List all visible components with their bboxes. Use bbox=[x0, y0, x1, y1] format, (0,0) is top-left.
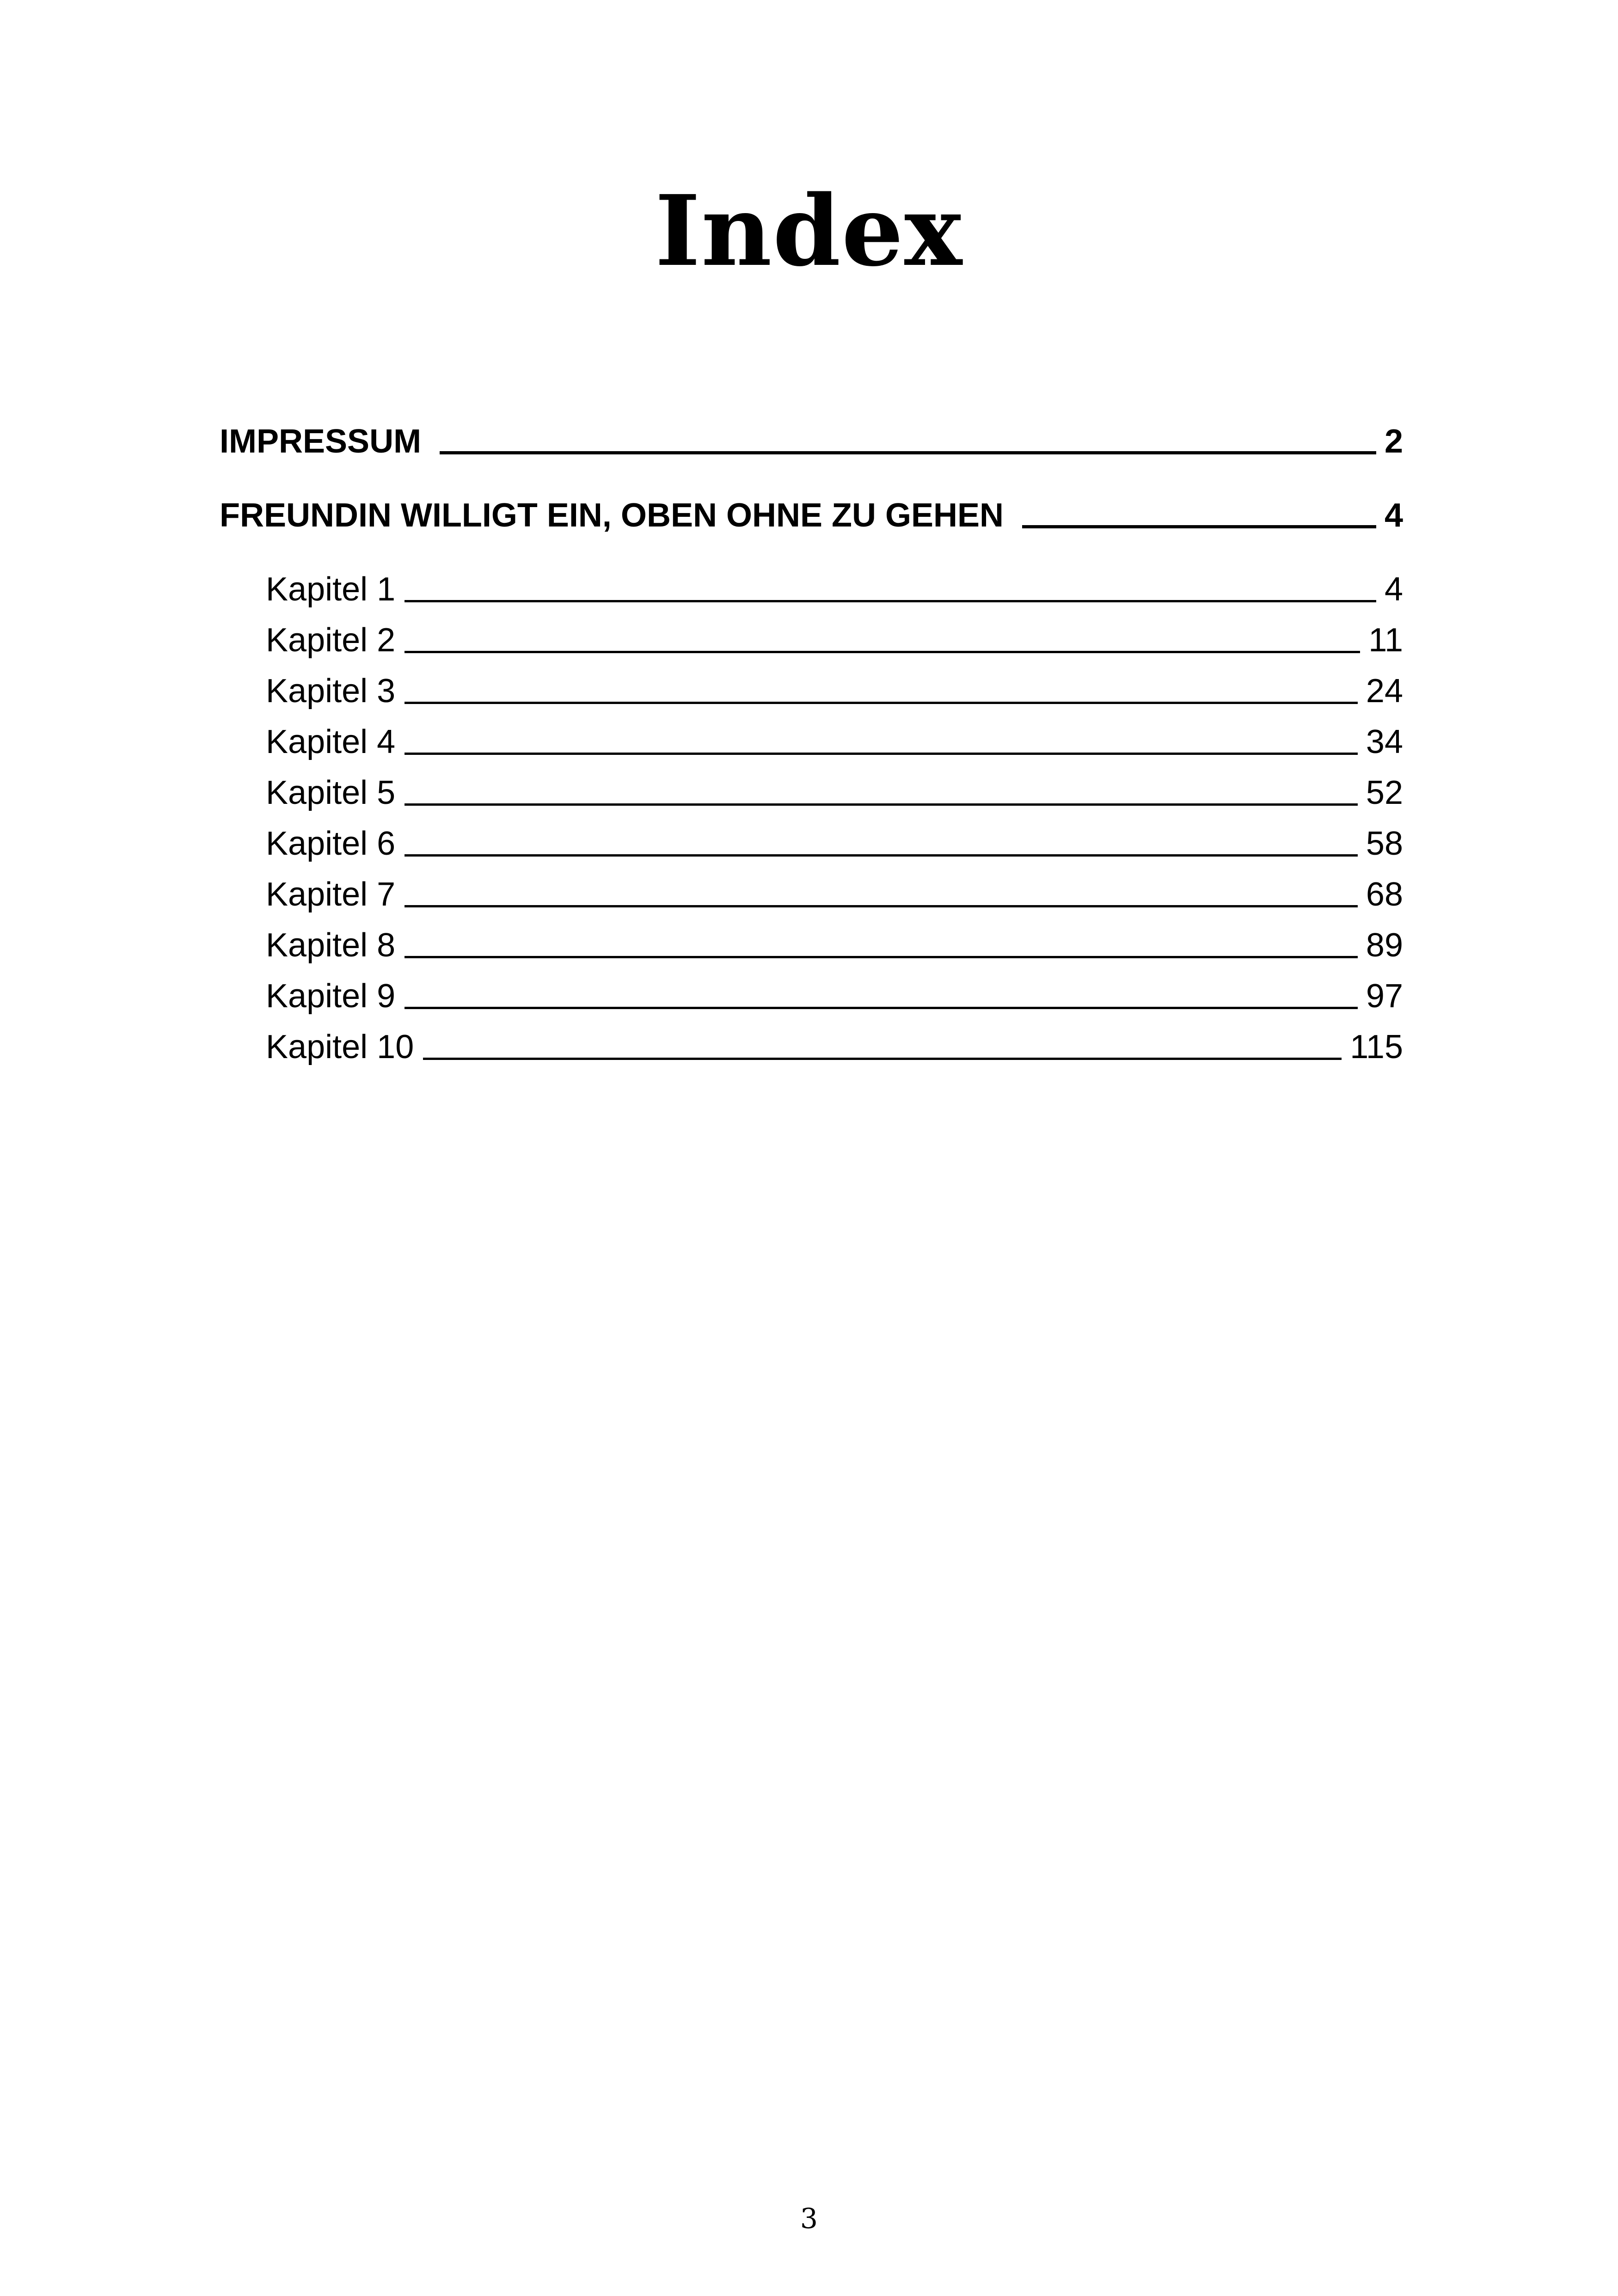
toc-entry-chapter-6[interactable] bbox=[266, 820, 1403, 867]
toc-entry-page: 97 bbox=[1366, 978, 1403, 1015]
toc-entry-label: Kapitel 8 bbox=[266, 927, 396, 964]
toc-entry-story[interactable] bbox=[220, 492, 1403, 539]
toc-entry-label: Kapitel 10 bbox=[266, 1029, 414, 1065]
toc-entry-chapter-5[interactable] bbox=[266, 770, 1403, 816]
toc-entry-label: Kapitel 5 bbox=[266, 774, 396, 811]
toc-leader-line bbox=[404, 1007, 1358, 1009]
toc-leader-line bbox=[404, 854, 1358, 857]
toc-entry-label: Kapitel 4 bbox=[266, 723, 396, 760]
toc-leader-line bbox=[404, 905, 1358, 907]
toc-entry-chapter-1[interactable] bbox=[266, 566, 1403, 612]
toc-entry-page: 68 bbox=[1366, 876, 1403, 913]
toc-leader-line bbox=[440, 451, 1376, 454]
toc-entry-chapter-2[interactable] bbox=[266, 617, 1403, 663]
toc-entry-page: 52 bbox=[1366, 774, 1403, 811]
toc-leader-line bbox=[404, 600, 1376, 602]
toc-entry-label: Kapitel 6 bbox=[266, 825, 396, 862]
toc-entry-chapter-4[interactable] bbox=[266, 719, 1403, 765]
toc-entry-chapter-9[interactable] bbox=[266, 973, 1403, 1019]
page-title: Index bbox=[655, 174, 963, 288]
toc-leader-line bbox=[404, 956, 1358, 958]
toc-leader-line bbox=[404, 803, 1358, 806]
table-of-contents bbox=[220, 0, 1403, 2296]
toc-entry-page: 58 bbox=[1366, 825, 1403, 862]
toc-entry-page: 2 bbox=[1384, 423, 1403, 460]
toc-entry-chapter-10[interactable] bbox=[266, 1024, 1403, 1070]
toc-entry-chapter-7[interactable] bbox=[266, 871, 1403, 918]
toc-leader-line bbox=[1022, 525, 1376, 528]
toc-entry-page: 115 bbox=[1350, 1029, 1403, 1065]
toc-leader-line bbox=[423, 1058, 1342, 1060]
toc-entry-chapter-3[interactable] bbox=[266, 668, 1403, 714]
toc-entry-label: Kapitel 2 bbox=[266, 622, 396, 659]
toc-entry-page: 11 bbox=[1368, 622, 1403, 659]
toc-entry-label: IMPRESSUM bbox=[220, 423, 422, 460]
toc-leader-line bbox=[404, 651, 1360, 653]
toc-entry-page: 4 bbox=[1384, 571, 1403, 608]
toc-entry-label: FREUNDIN WILLIGT EIN, OBEN OHNE ZU GEHEN bbox=[220, 497, 1004, 534]
page-number: 3 bbox=[800, 2203, 818, 2235]
toc-entry-page: 34 bbox=[1366, 723, 1403, 760]
toc-entry-page: 4 bbox=[1384, 497, 1403, 534]
toc-entry-page: 24 bbox=[1366, 673, 1403, 710]
toc-entry-label: Kapitel 9 bbox=[266, 978, 396, 1015]
toc-entry-label: Kapitel 1 bbox=[266, 571, 396, 608]
toc-leader-line bbox=[404, 753, 1358, 755]
toc-entry-label: Kapitel 7 bbox=[266, 876, 396, 913]
toc-entry-chapter-8[interactable] bbox=[266, 922, 1403, 968]
toc-entry-label: Kapitel 3 bbox=[266, 673, 396, 710]
toc-entry-impressum[interactable] bbox=[220, 418, 1403, 465]
toc-entry-page: 89 bbox=[1366, 927, 1403, 964]
toc-leader-line bbox=[404, 702, 1358, 704]
